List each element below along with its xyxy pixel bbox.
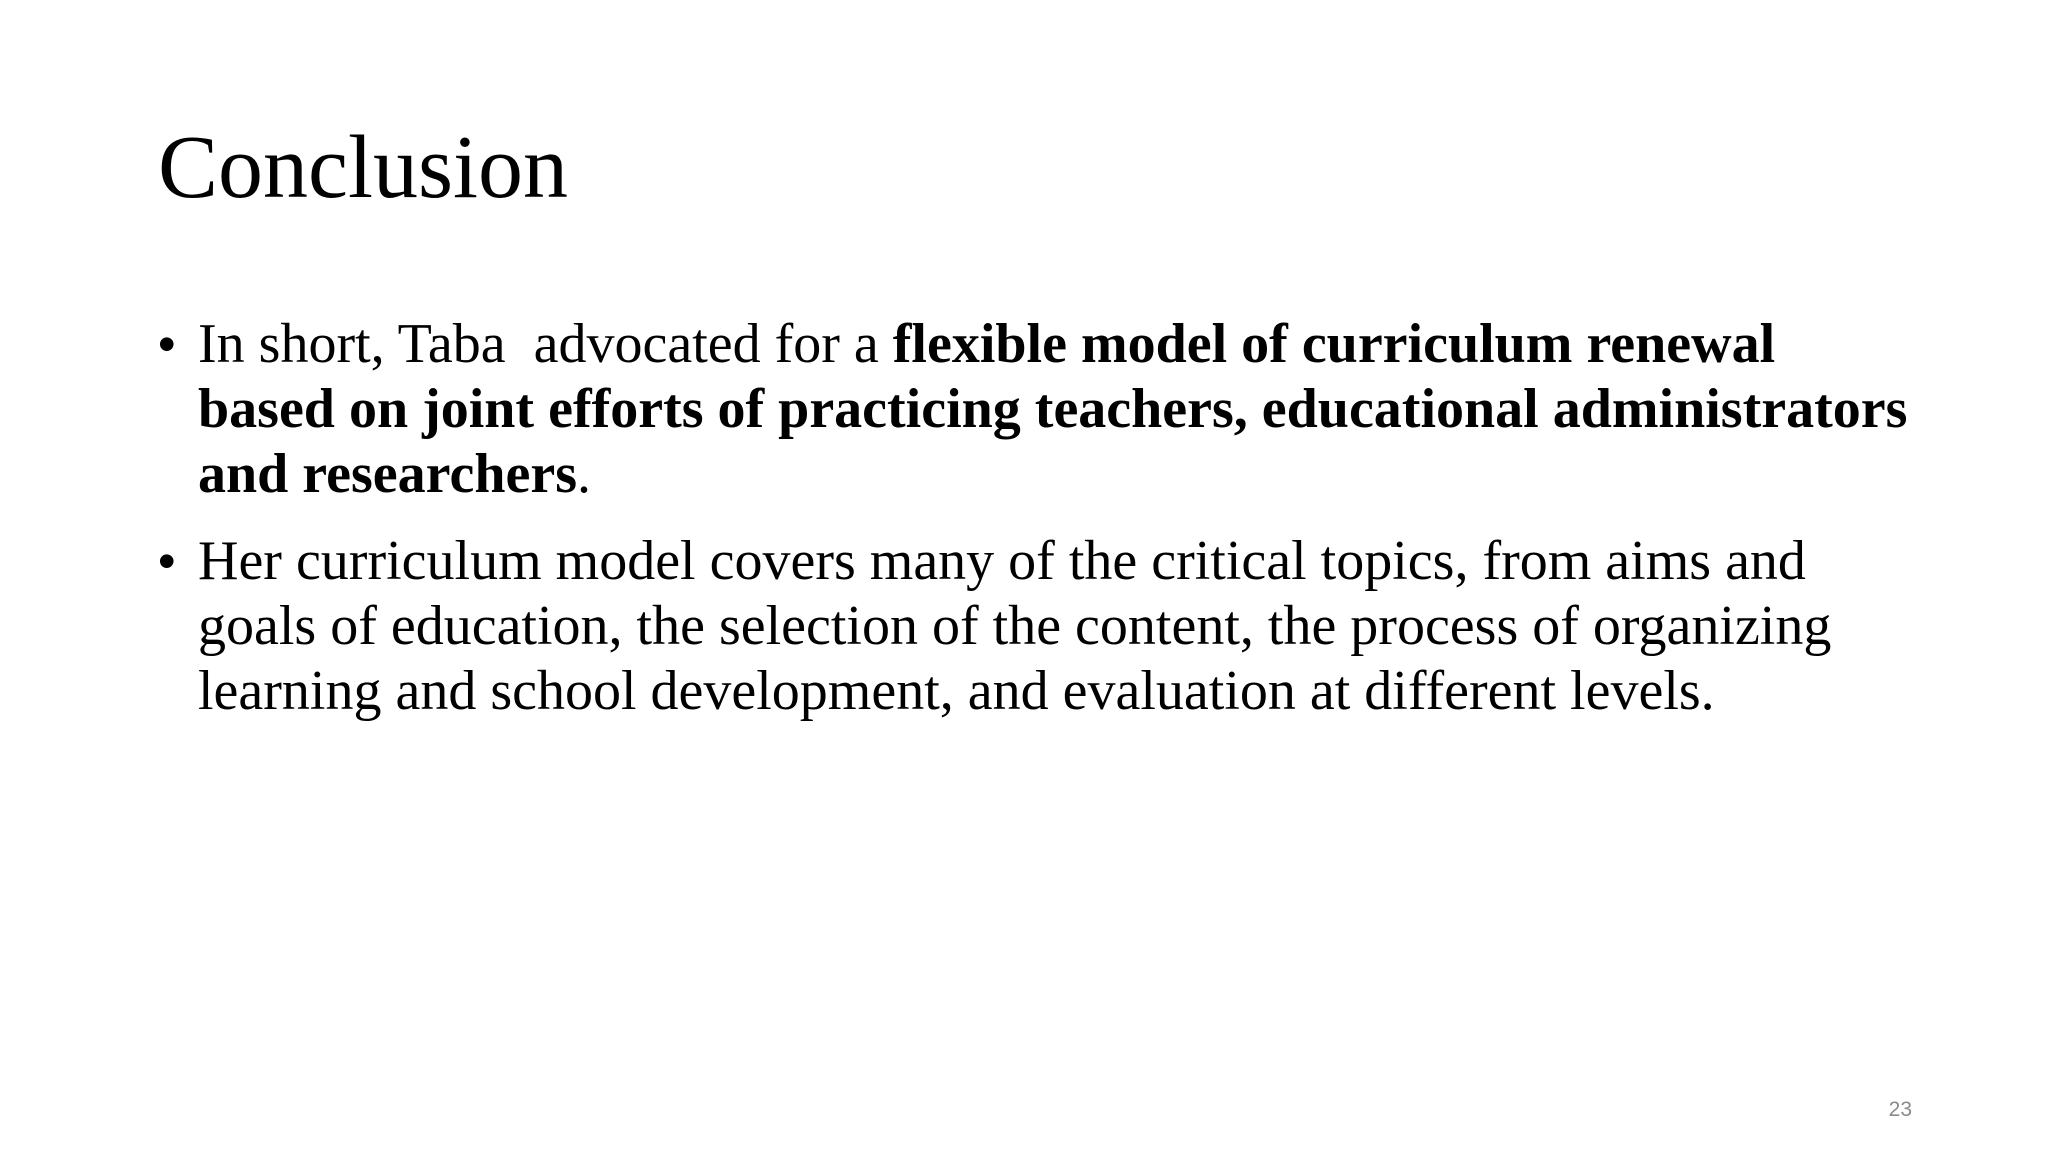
bullet-list	[158, 312, 1908, 724]
bullet-item-taba-model	[158, 312, 1908, 507]
bullet-text-intro: In short, Taba advocated for a	[198, 313, 893, 375]
slide-title: Conclusion	[158, 118, 569, 217]
page-number: 23	[1888, 1098, 1912, 1121]
bullet-icon: •	[158, 316, 176, 372]
bullet-text: Her curriculum model covers many of the critical topics, from aims and goals of education, the selection of the content, the process of organizing learning and school development, and evaluation at different levels.	[198, 530, 1832, 722]
bullet-item-curriculum-topics	[158, 529, 1908, 724]
bullet-icon: •	[158, 533, 176, 589]
bullet-text-end: .	[576, 443, 591, 505]
bullet-text-emphasis: flexible model of curriculum renewal based on joint efforts of practicing teachers, educational administrators and researchers	[198, 313, 1908, 505]
